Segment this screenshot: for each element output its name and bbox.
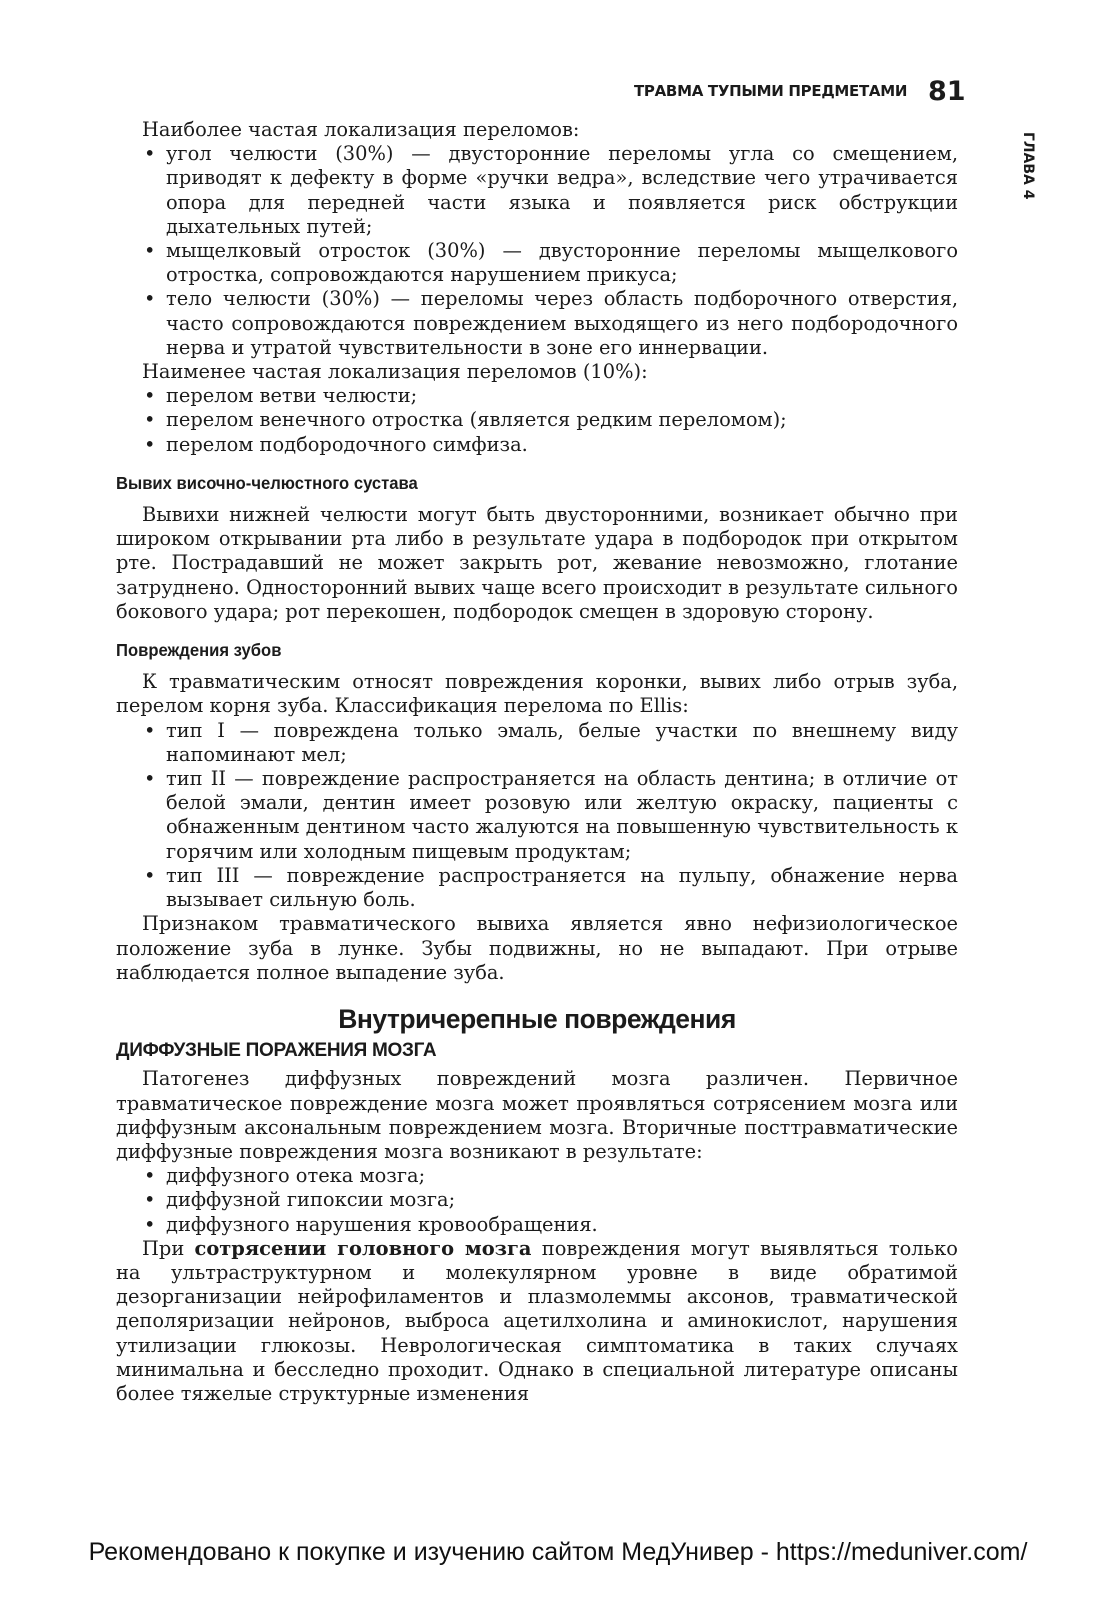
page-body — [116, 118, 958, 1406]
list-item: • мыщелковый отросток (30%) — двусторонние переломы мыщелкового отростка, сопровождаются нарушением прикуса; — [116, 239, 958, 287]
text-span: повреждения могут выявляться только на ультраструктурном и молекулярном уровне в виде обратимой дезорганизации нейрофиламентов и плазмолеммы аксонов, травматической деполяризации нейронов, выброса ацетилхолина и аминокислот, нарушения утилизации глюкозы. Неврологическая симптоматика в таких случаях минимальна и бесследно проходит. Однако в специальной литературе описаны более тяжелые структурные изменения — [116, 1236, 958, 1405]
secondary-damage-list — [116, 1164, 958, 1237]
paragraph-concussion — [116, 1237, 958, 1406]
chapter-tab — [1010, 132, 1050, 222]
subsection-title: ДИФФУЗНЫЕ ПОРАЖЕНИЯ МОЗГА — [116, 1040, 437, 1062]
paragraph: Признаком травматического вывиха является явно нефизиологическое положение зуба в лунке. Зубы подвижны, но не выпадают. При отрыве наблюдается полное выпадение зуба. — [116, 912, 958, 984]
list-item: • перелом венечного отростка (является редким переломом); — [116, 408, 958, 432]
running-head: ТРАВМА ТУПЫМИ ПРЕДМЕТАМИ — [634, 82, 908, 100]
paragraph: К травматическим относят повреждения коронки, вывих либо отрыв зуба, перелом корня зуба. Классификация перелома по Ellis: — [116, 670, 958, 718]
page-number: 81 — [928, 76, 966, 107]
rare-fracture-list — [116, 384, 958, 457]
list-item: • диффузной гипоксии мозга; — [116, 1188, 958, 1212]
list-item: • тело челюсти (30%) — переломы через область подборочного отверстия, часто сопровождаются повреждением выходящего из него подбородочного нерва и утратой чувствительности в зоне его иннервации. — [116, 287, 958, 360]
paragraph: Наиболее частая локализация переломов: — [142, 118, 580, 141]
subheading-tmj: Вывих височно-челюстного сустава — [116, 472, 418, 493]
section-title: Внутричерепные повреждения — [338, 1003, 736, 1034]
watermark-link[interactable]: Рекомендовано к покупке и изучению сайтом МедУнивер - https://meduniver.com/ — [88, 1538, 1028, 1566]
ellis-classification-list — [116, 719, 958, 913]
list-item: • тип III — повреждение распространяется на пульпу, обнажение нерва вызывает сильную боль. — [116, 864, 958, 912]
subheading-teeth: Повреждения зубов — [116, 640, 282, 661]
list-item: • перелом подбородочного симфиза. — [116, 433, 958, 457]
bold-term: сотрясении головного мозга — [194, 1236, 532, 1260]
paragraph: Вывихи нижней челюсти могут быть двусторонними, возникает обычно при широком открывании рта либо в результате удара в подбородок при открытом рте. Пострадавший не может закрыть рот, жевание невозможно, глотание затруднено. Односторонний вывих чаще всего происходит в результате сильного бокового удара; рот перекошен, подбородок смещен в здоровую сторону. — [116, 503, 958, 623]
frequent-fracture-list — [116, 142, 958, 360]
paragraph: Патогенез диффузных повреждений мозга различен. Первичное травматическое повреждение мозга может проявляться сотрясением мозга или диффузным аксональным повреждением мозга. Вторичные посттравматические диффузные повреждения мозга возникают в результате: — [116, 1067, 958, 1163]
list-item: • угол челюсти (30%) — двусторонние переломы угла со смещением, приводят к дефекту в форме «ручки ведра», вследствие чего утрачивается опора для передней части языка и появляется риск обструкции дыхательных путей; — [116, 142, 958, 239]
chapter-tab-label: ГЛАВА 4 — [1020, 132, 1036, 200]
text-span: При — [142, 1236, 195, 1260]
list-item: • тип II — повреждение распространяется на область дентина; в отличие от белой эмали, дентин имеет розовую или желтую окраску, пациенты с обнаженным дентином часто жалуются на повышенную чувствительность к горячим или холодным пищевым продуктам; — [116, 767, 958, 864]
list-item: • диффузного нарушения кровообращения. — [116, 1213, 958, 1237]
list-item: • перелом ветви челюсти; — [116, 384, 958, 408]
list-item: • тип I — повреждена только эмаль, белые участки по внешнему виду напоминают мел; — [116, 719, 958, 767]
paragraph: Наименее частая локализация переломов (10%): — [142, 360, 648, 384]
list-item: • диффузного отека мозга; — [116, 1164, 958, 1188]
